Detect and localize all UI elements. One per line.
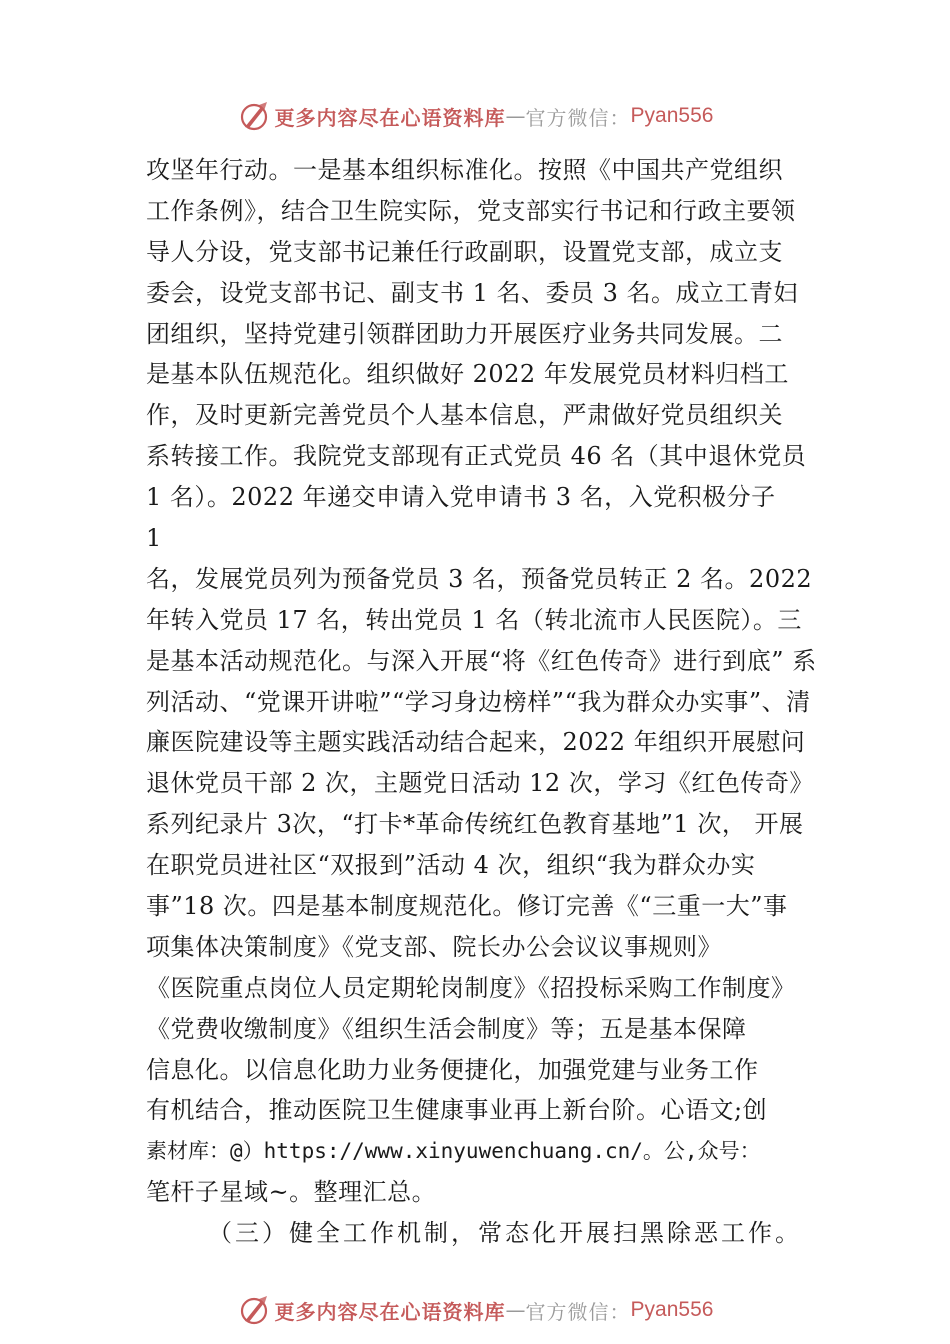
body-line: 工作条例》，结合卫生院实际，党支部实行书记和行政主要领: [146, 196, 796, 225]
body-line: 信息化。以信息化助力业务便捷化，加强党建与业务工作: [146, 1055, 759, 1084]
quill-seal-logo-icon: [237, 1293, 271, 1327]
section-heading: （三）健全工作机制，常态化开展扫黑除恶工作。: [208, 1219, 802, 1248]
footer-banner: [0, 1290, 950, 1330]
banner-brand-text: 更多内容尽在心语资料库: [274, 1299, 506, 1324]
body-line: 攻坚年行动。一是基本组织标准化。按照《中国共产党组织: [146, 156, 783, 184]
body-line: 是基本队伍规范化。组织做好 2022 年发展党员材料归档工: [146, 360, 789, 389]
banner-wechat-id: Pyan556: [630, 104, 714, 127]
body-line: 《党费收缴制度》《组织生活会制度》等；五是基本保障: [146, 1014, 747, 1043]
banner-brand-text: 更多内容尽在心语资料库: [274, 105, 506, 130]
body-line: 廉医院建设等主题实践活动结合起来，2022 年组织开展慰问: [146, 728, 806, 757]
body-line: 退休党员干部 2 次，主题党日活动 12 次，学习《红色传奇》: [146, 769, 814, 798]
body-line: 系转接工作。我院党支部现有正式党员 46 名（其中退休党员: [146, 442, 807, 471]
body-line: 是基本活动规范化。与深入开展“将《红色传奇》进行到底” 系: [146, 646, 817, 675]
body-line: 委会，设党支部书记、副支书 1 名、委员 3 名。成立工青妇: [146, 278, 799, 307]
banner-wechat-id: Pyan556: [630, 1298, 714, 1321]
body-line: 作，及时更新完善党员个人基本信息，严肃做好党员组织关: [146, 401, 783, 430]
body-line: 事”18 次。四是基本制度规范化。修订完善《“三重一大”事: [146, 892, 788, 921]
body-line: 团组织，坚持党建引领群团助力开展医疗业务共同发展。二: [146, 319, 783, 348]
body-line: 1 名）。2022 年递交申请入党申请书 3 名，入党积极分子: [146, 483, 776, 512]
body-line: 1: [146, 524, 162, 553]
body-line: 列活动、“党课开讲啦”“学习身边榜样”“我为群众办实事”、清: [146, 687, 811, 716]
banner-wechat-label: 官方微信：: [525, 105, 631, 130]
body-line: 导人分设，党支部书记兼任行政副职，设置党支部，成立支: [146, 237, 783, 266]
body-line: 《医院重点岗位人员定期轮岗制度》《招投标采购工作制度》: [146, 973, 796, 1002]
banner-separator: —: [505, 1298, 526, 1322]
banner-wechat-label: 官方微信：: [525, 1299, 631, 1324]
body-line: 笔杆子星域~。整理汇总。: [146, 1178, 437, 1207]
quill-seal-logo-icon: [237, 99, 271, 133]
body-line: 在职党员进社区“双报到”活动 4 次，组织“我为群众办实: [146, 851, 756, 880]
body-line-url: 素材库：@）https://www.xinyuwenchuang.cn/。公,众号：: [146, 1139, 761, 1164]
body-line: 有机结合，推动医院卫生健康事业再上新台阶。心语文;创: [146, 1096, 768, 1125]
body-line: 名，发展党员列为预备党员 3 名，预备党员转正 2 名。2022: [146, 564, 813, 593]
body-line: 年转入党员 17 名，转出党员 1 名（转北流市人民医院）。三: [146, 605, 802, 634]
body-line: 项集体决策制度》《党支部、院长办公会议议事规则》: [146, 932, 722, 961]
body-line: 系列纪录片 3次，“打卡*革命传统红色教育基地”1 次， 开展: [146, 810, 804, 839]
header-banner: [0, 96, 950, 136]
banner-separator: —: [505, 104, 526, 128]
document-body: [146, 150, 836, 1254]
